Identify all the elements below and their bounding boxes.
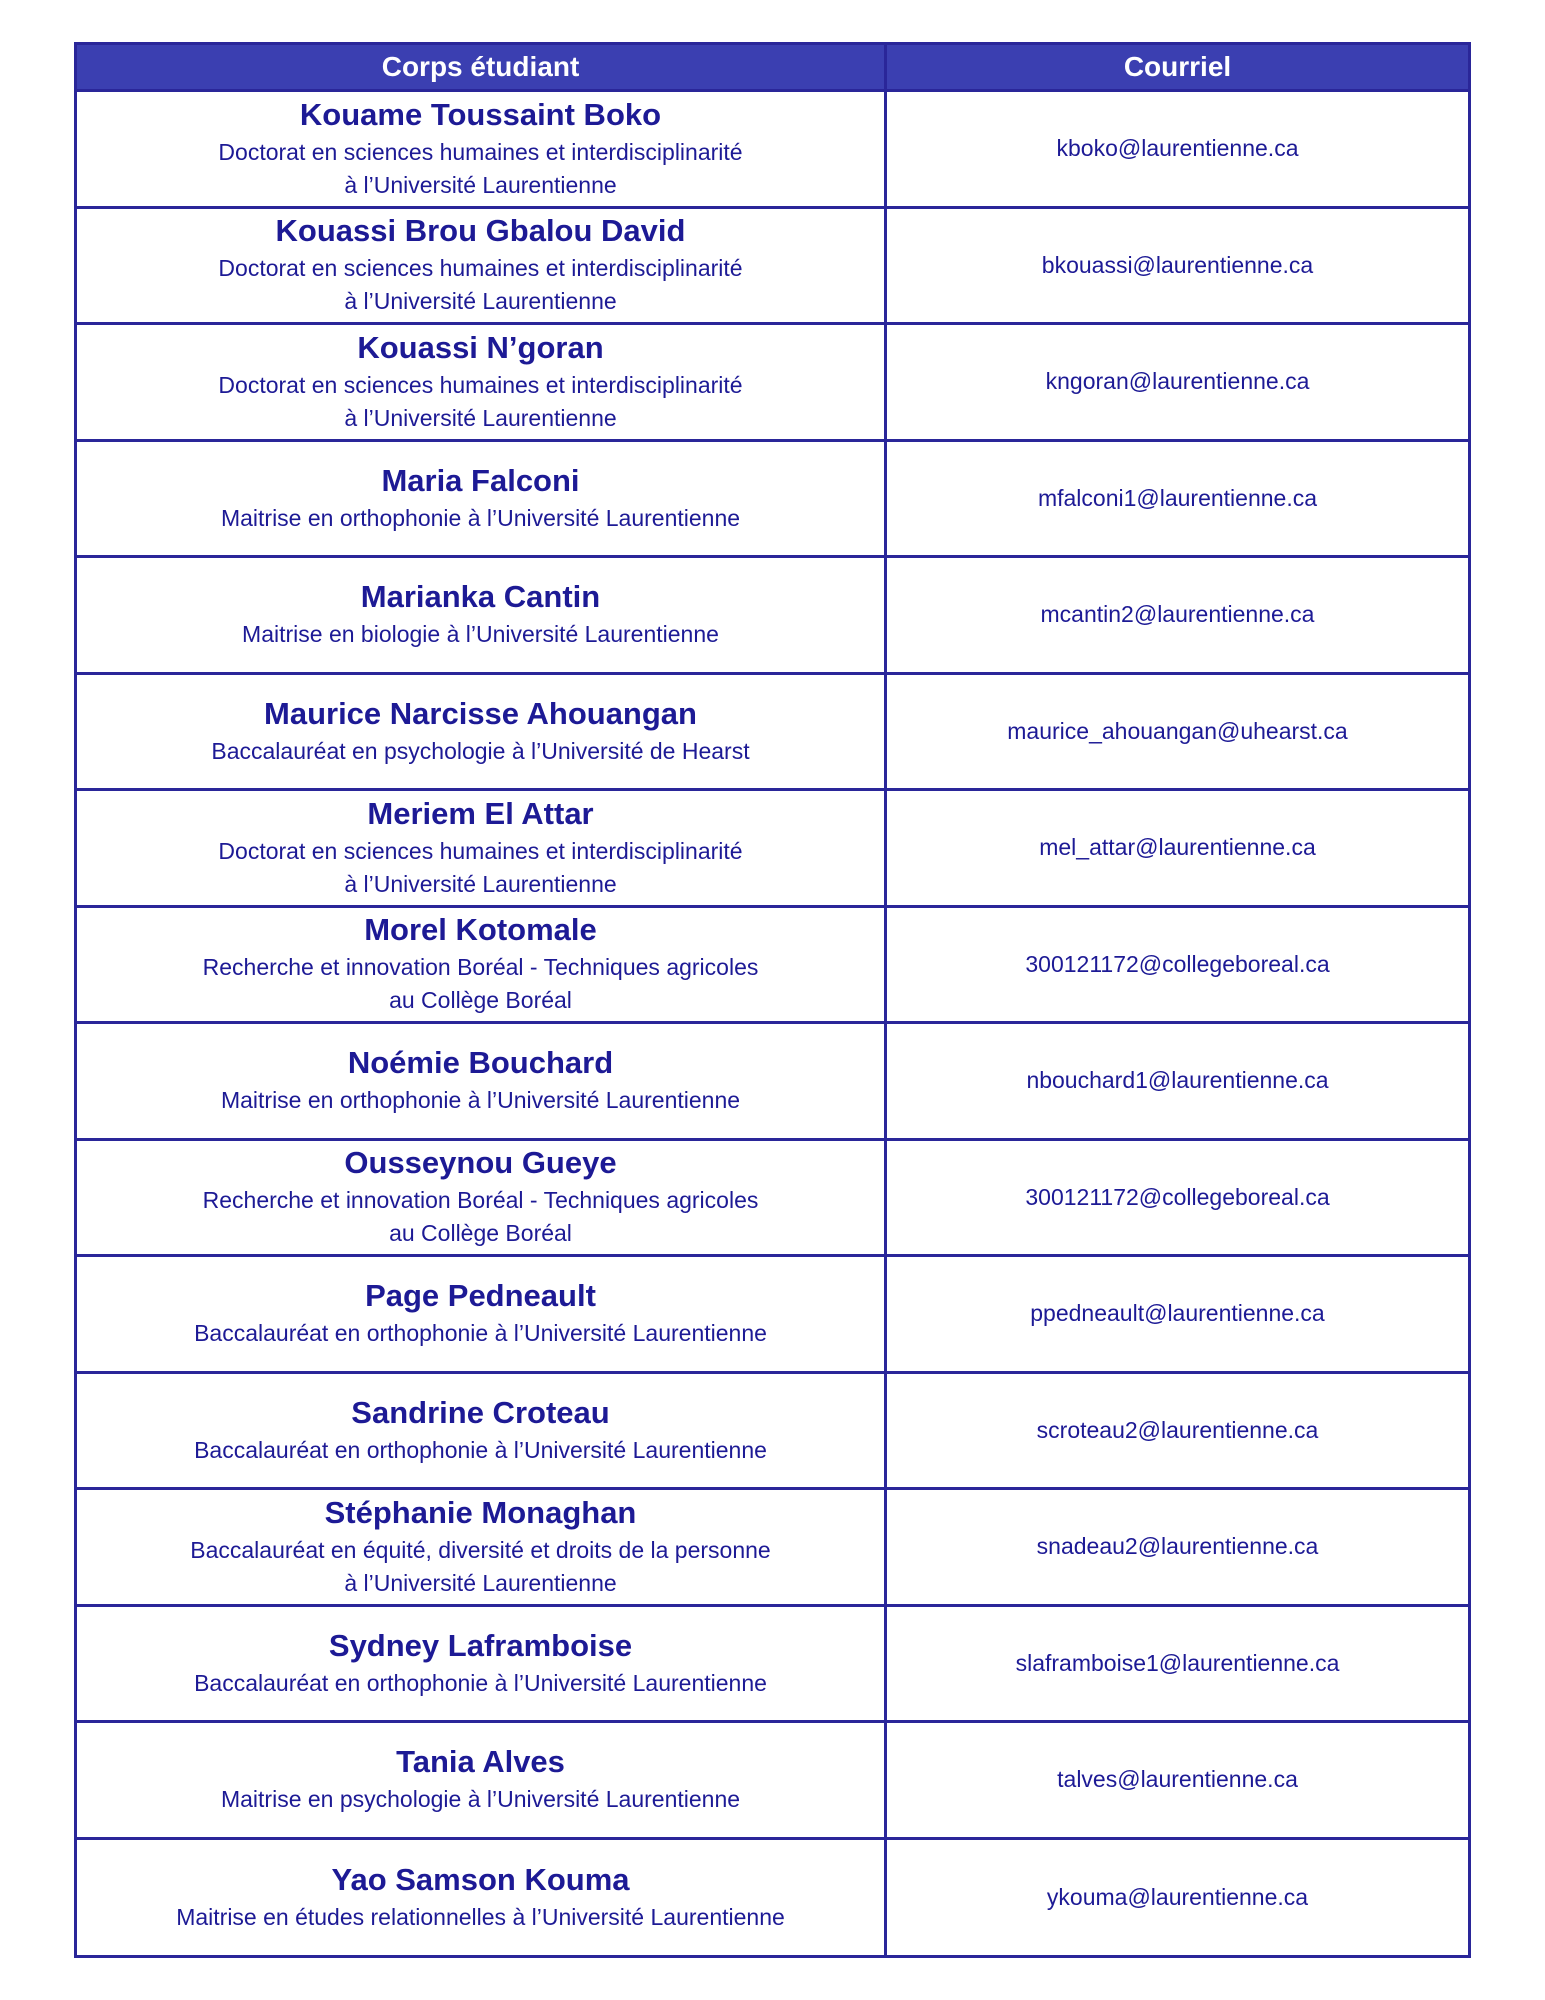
table-row xyxy=(76,324,1470,441)
student-cell xyxy=(76,906,886,1023)
email-cell xyxy=(886,673,1470,790)
table-row xyxy=(76,790,1470,907)
student-program: Maitrise en psychologie à l’Université Laurentienne xyxy=(220,1786,741,1813)
student-program: Doctorat en sciences humaines et interdisciplinarité à l’Université Laurentienne xyxy=(218,837,743,897)
student-email[interactable]: kngoran@laurentienne.ca xyxy=(1045,368,1310,395)
student-email[interactable]: talves@laurentienne.ca xyxy=(1057,1766,1298,1793)
student-program: Baccalauréat en équité, diversité et droits de la personne à l’Université Laurentienne xyxy=(190,1536,771,1596)
table-row xyxy=(76,1372,1470,1489)
student-name: Page Pedneault xyxy=(365,1278,596,1314)
header-email: Courriel xyxy=(886,44,1470,91)
student-name: Stéphanie Monaghan xyxy=(324,1494,637,1530)
email-cell xyxy=(886,790,1470,907)
email-cell xyxy=(886,1372,1470,1489)
email-cell xyxy=(886,324,1470,441)
student-email[interactable]: kboko@laurentienne.ca xyxy=(1056,135,1299,162)
email-cell xyxy=(886,1605,1470,1722)
table-row xyxy=(76,1838,1470,1956)
student-cell xyxy=(76,440,886,557)
email-cell xyxy=(886,1139,1470,1256)
student-name: Sydney Laframboise xyxy=(328,1627,633,1663)
student-program: Baccalauréat en orthophonie à l’Université Laurentienne xyxy=(194,1320,767,1347)
student-email[interactable]: snadeau2@laurentienne.ca xyxy=(1036,1533,1319,1560)
student-cell xyxy=(76,1605,886,1722)
student-program: Baccalauréat en psychologie à l’Université de Hearst xyxy=(211,737,750,764)
student-cell xyxy=(76,1023,886,1140)
student-cell xyxy=(76,1256,886,1373)
email-cell xyxy=(886,1256,1470,1373)
student-name: Sandrine Croteau xyxy=(351,1394,610,1430)
student-name: Maurice Narcisse Ahouangan xyxy=(264,695,697,731)
student-email[interactable]: mcantin2@laurentienne.ca xyxy=(1040,601,1315,628)
student-name: Noémie Bouchard xyxy=(347,1045,614,1081)
student-email[interactable]: maurice_ahouangan@uhearst.ca xyxy=(1007,717,1348,744)
student-email[interactable]: 300121172@collegeboreal.ca xyxy=(1025,950,1330,977)
email-cell xyxy=(886,440,1470,557)
student-program: Baccalauréat en orthophonie à l’Université Laurentienne xyxy=(194,1436,767,1463)
table-row xyxy=(76,1489,1470,1606)
student-email[interactable]: mel_attar@laurentienne.ca xyxy=(1039,834,1316,861)
table-row xyxy=(76,673,1470,790)
student-email[interactable]: bkouassi@laurentienne.ca xyxy=(1041,251,1314,278)
table-row xyxy=(76,1256,1470,1373)
student-program: Recherche et innovation Boréal - Techniques agricoles au Collège Boréal xyxy=(202,1187,759,1247)
header-row xyxy=(76,44,1470,91)
student-program: Maitrise en biologie à l’Université Laurentienne xyxy=(242,621,719,648)
header-students: Corps étudiant xyxy=(76,44,886,91)
student-cell xyxy=(76,1372,886,1489)
student-email[interactable]: mfalconi1@laurentienne.ca xyxy=(1037,484,1318,511)
student-program: Doctorat en sciences humaines et interdisciplinarité à l’Université Laurentienne xyxy=(218,138,743,198)
student-cell xyxy=(76,91,886,208)
student-cell xyxy=(76,1139,886,1256)
student-name: Tania Alves xyxy=(396,1744,565,1780)
email-cell xyxy=(886,557,1470,674)
email-cell xyxy=(886,1722,1470,1839)
student-name: Meriem El Attar xyxy=(367,795,594,831)
student-email[interactable]: ykouma@laurentienne.ca xyxy=(1046,1883,1309,1910)
email-cell xyxy=(886,1023,1470,1140)
table-row xyxy=(76,1139,1470,1256)
student-cell xyxy=(76,673,886,790)
student-name: Yao Samson Kouma xyxy=(331,1861,630,1897)
student-email[interactable]: nbouchard1@laurentienne.ca xyxy=(1026,1067,1329,1094)
student-directory-table xyxy=(74,42,1471,1958)
student-name: Kouassi Brou Gbalou David xyxy=(275,213,686,249)
email-cell xyxy=(886,1489,1470,1606)
student-cell xyxy=(76,1722,886,1839)
student-name: Kouame Toussaint Boko xyxy=(299,96,662,132)
student-cell xyxy=(76,557,886,674)
student-name: Marianka Cantin xyxy=(360,579,601,615)
table-row xyxy=(76,207,1470,324)
email-cell xyxy=(886,91,1470,208)
student-cell xyxy=(76,790,886,907)
table-row xyxy=(76,1023,1470,1140)
student-cell xyxy=(76,207,886,324)
student-name: Maria Falconi xyxy=(381,462,580,498)
student-email[interactable]: scroteau2@laurentienne.ca xyxy=(1036,1416,1319,1443)
student-name: Ousseynou Gueye xyxy=(344,1145,617,1181)
table-row xyxy=(76,91,1470,208)
student-program: Recherche et innovation Boréal - Techniques agricoles au Collège Boréal xyxy=(202,954,759,1014)
student-name: Kouassi N’goran xyxy=(357,329,604,365)
student-program: Maitrise en orthophonie à l’Université Laurentienne xyxy=(220,504,741,531)
student-email[interactable]: slaframboise1@laurentienne.ca xyxy=(1015,1649,1340,1676)
email-cell xyxy=(886,1838,1470,1956)
student-cell xyxy=(76,1838,886,1956)
student-cell xyxy=(76,324,886,441)
table-row xyxy=(76,440,1470,557)
student-program: Doctorat en sciences humaines et interdisciplinarité à l’Université Laurentienne xyxy=(218,371,743,431)
student-email[interactable]: 300121172@collegeboreal.ca xyxy=(1025,1183,1330,1210)
student-program: Maitrise en orthophonie à l’Université Laurentienne xyxy=(220,1087,741,1114)
student-cell xyxy=(76,1489,886,1606)
student-program: Maitrise en études relationnelles à l’Université Laurentienne xyxy=(176,1903,785,1930)
table-row xyxy=(76,906,1470,1023)
student-program: Baccalauréat en orthophonie à l’Université Laurentienne xyxy=(194,1669,767,1696)
table-row xyxy=(76,1722,1470,1839)
email-cell xyxy=(886,906,1470,1023)
table-row xyxy=(76,1605,1470,1722)
table-row xyxy=(76,557,1470,674)
student-program: Doctorat en sciences humaines et interdisciplinarité à l’Université Laurentienne xyxy=(218,255,743,315)
student-email[interactable]: ppedneault@laurentienne.ca xyxy=(1030,1300,1325,1327)
email-cell xyxy=(886,207,1470,324)
student-name: Morel Kotomale xyxy=(364,912,597,948)
